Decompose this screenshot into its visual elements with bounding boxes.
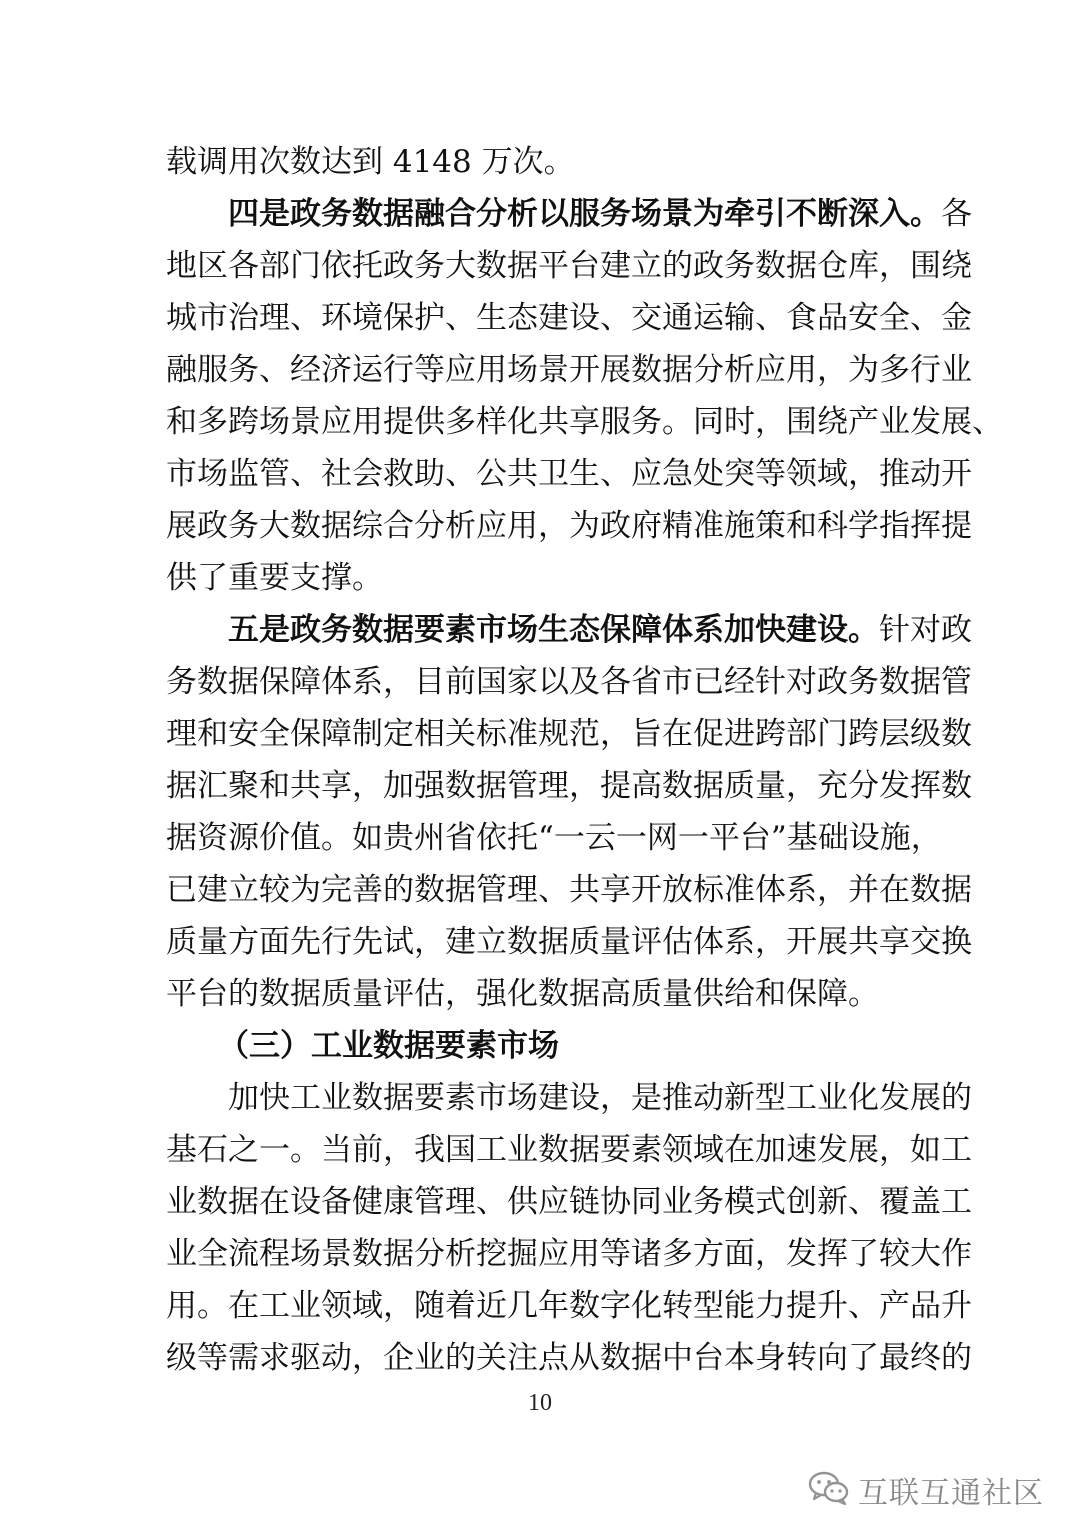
text-line: 融服务、经济运行等应用场景开展数据分析应用，为多行业 bbox=[166, 352, 972, 388]
text-line: 城市治理、环境保护、生态建设、交通运输、食品安全、金 bbox=[166, 300, 972, 336]
text-line: 地区各部门依托政务大数据平台建立的政务数据仓库，围绕 bbox=[166, 248, 972, 284]
section-heading: （三）工业数据要素市场 bbox=[218, 1028, 559, 1064]
paragraph-heading-5: 五是政务数据要素市场生态保障体系加快建设。 bbox=[228, 612, 879, 648]
paragraph-4-first-line bbox=[228, 188, 972, 240]
paragraph-5-first-line bbox=[228, 604, 972, 656]
text-line: 用。在工业领域，随着近几年数字化转型能力提升、产品升 bbox=[166, 1288, 972, 1324]
text-line: 展政务大数据综合分析应用，为政府精准施策和科学指挥提 bbox=[166, 508, 972, 544]
text-line: 级等需求驱动，企业的关注点从数据中台本身转向了最终的 bbox=[166, 1340, 972, 1376]
text-line: 已建立较为完善的数据管理、共享开放标准体系，并在数据 bbox=[166, 872, 972, 908]
text-fragment: 针对政 bbox=[879, 612, 972, 648]
text-line: 供了重要支撑。 bbox=[166, 560, 383, 596]
text-line: 理和安全保障制定相关标准规范，旨在促进跨部门跨层级数 bbox=[166, 716, 972, 752]
text-line: 基石之一。当前，我国工业数据要素领域在加速发展，如工 bbox=[166, 1132, 972, 1168]
page-number: 10 bbox=[528, 1390, 552, 1416]
watermark-label: 互联互通社区 bbox=[858, 1476, 1044, 1511]
text-line: 据汇聚和共享，加强数据管理，提高数据质量，充分发挥数 bbox=[166, 768, 972, 804]
text-line: 加快工业数据要素市场建设，是推动新型工业化发展的 bbox=[228, 1080, 972, 1116]
text-line: 质量方面先行先试，建立数据质量评估体系，开展共享交换 bbox=[166, 924, 972, 960]
wechat-icon bbox=[808, 1470, 850, 1510]
text-line: 和多跨场景应用提供多样化共享服务。同时，围绕产业发展、 bbox=[166, 404, 1003, 440]
paragraph-heading-4: 四是政务数据融合分析以服务场景为牵引不断深入。 bbox=[228, 196, 941, 232]
text-line: 载调用次数达到 4148 万次。 bbox=[166, 144, 575, 180]
watermark bbox=[808, 1470, 1044, 1510]
text-line: 业全流程场景数据分析挖掘应用等诸多方面，发挥了较大作 bbox=[166, 1236, 972, 1272]
text-line: 业数据在设备健康管理、供应链协同业务模式创新、覆盖工 bbox=[166, 1184, 972, 1220]
text-fragment: 各 bbox=[941, 196, 972, 232]
text-line: 务数据保障体系，目前国家以及各省市已经针对政务数据管 bbox=[166, 664, 972, 700]
text-line: 市场监管、社会救助、公共卫生、应急处突等领域，推动开 bbox=[166, 456, 972, 492]
text-line: 据资源价值。如贵州省依托“一云一网一平台”基础设施， bbox=[166, 820, 942, 856]
text-line: 平台的数据质量评估，强化数据高质量供给和保障。 bbox=[166, 976, 879, 1012]
